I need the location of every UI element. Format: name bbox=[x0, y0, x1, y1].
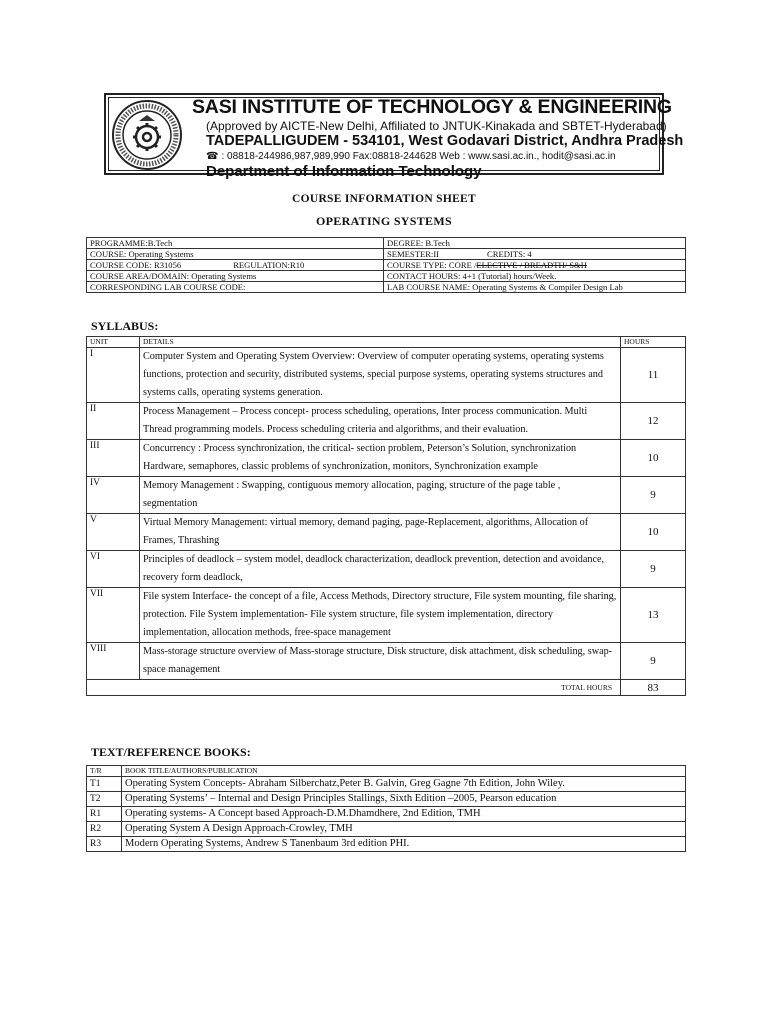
unit-hours: 9 bbox=[621, 551, 686, 588]
lab-name-cell: LAB COURSE NAME: Operating Systems & Compiler Design Lab bbox=[384, 282, 686, 293]
course-type-value: COURSE TYPE: CORE / bbox=[387, 260, 477, 270]
course-area-cell: COURSE AREA/DOMAIN: Operating Systems bbox=[87, 271, 384, 282]
institute-contact bbox=[206, 150, 658, 163]
unit-number: IV bbox=[87, 477, 140, 514]
semester-value: SEMESTER:II bbox=[387, 249, 440, 259]
semester-credits-cell bbox=[384, 249, 686, 260]
books-header-row bbox=[87, 766, 686, 777]
book-title: Operating Systems’ – Internal and Design Principles Stallings, Sixth Edition –2005, Pearson education bbox=[122, 792, 686, 807]
syllabus-row bbox=[87, 551, 686, 588]
institute-seal-logo bbox=[111, 99, 183, 171]
book-code: T2 bbox=[87, 792, 122, 807]
total-hours-row bbox=[87, 680, 686, 696]
letterhead-text bbox=[192, 95, 684, 180]
unit-hours: 10 bbox=[621, 440, 686, 477]
book-row bbox=[87, 792, 686, 807]
book-title: Operating systems- A Concept based Approach-D.M.Dhamdhere, 2nd Edition, TMH bbox=[122, 807, 686, 822]
book-title: Operating System A Design Approach-Crowley, TMH bbox=[122, 822, 686, 837]
book-row bbox=[87, 837, 686, 852]
phone-icon: ☎ bbox=[206, 151, 219, 162]
unit-hours: 11 bbox=[621, 348, 686, 403]
contact-hours-cell: CONTACT HOURS: 4+1 (Tutorial) hours/Week. bbox=[384, 271, 686, 282]
book-title: Modern Operating Systems, Andrew S Tanenbaum 3rd edition PHI. bbox=[122, 837, 686, 852]
books-table bbox=[86, 765, 686, 852]
unit-details: Computer System and Operating System Overview: Overview of computer operating systems, operating systems functions, protection and security, distributed systems, special purpose systems, operating systems structures and systems calls, operating systems generation. bbox=[140, 348, 621, 403]
unit-number: III bbox=[87, 440, 140, 477]
lab-code-cell: CORRESPONDING LAB COURSE CODE: bbox=[87, 282, 384, 293]
course-type-cell bbox=[384, 260, 686, 271]
credits-value: CREDITS: 4 bbox=[487, 249, 532, 259]
course-title: OPERATING SYSTEMS bbox=[316, 214, 452, 228]
details-header: DETAILS bbox=[140, 337, 621, 348]
regulation-value: REGULATION:R10 bbox=[233, 260, 305, 270]
book-code: T1 bbox=[87, 777, 122, 792]
unit-hours: 10 bbox=[621, 514, 686, 551]
info-row bbox=[87, 249, 686, 260]
course-code-cell bbox=[87, 260, 384, 271]
unit-details: Concurrency : Process synchronization, the critical- section problem, Peterson’s Solution, synchronization Hardware, semaphores, classic problems of synchronization, monitors, Synchronization example bbox=[140, 440, 621, 477]
contact-details: : 08818-244986,987,989,990 Fax:08818-244628 Web : www.sasi.ac.in., hodit@sasi.ac.in bbox=[221, 151, 616, 162]
book-code: R2 bbox=[87, 822, 122, 837]
institute-name: SASI INSTITUTE OF TECHNOLOGY & ENGINEERING bbox=[192, 96, 672, 118]
syllabus-row bbox=[87, 588, 686, 643]
syllabus-table bbox=[86, 336, 686, 696]
syllabus-row bbox=[87, 477, 686, 514]
book-row bbox=[87, 807, 686, 822]
syllabus-header-row bbox=[87, 337, 686, 348]
course-info-table bbox=[86, 237, 686, 293]
book-row bbox=[87, 822, 686, 837]
unit-details: Process Management – Process concept- process scheduling, operations, Inter process communication. Multi Thread programming models. Process scheduling criteria and algorithms, and their evaluation. bbox=[140, 403, 621, 440]
syllabus-row bbox=[87, 348, 686, 403]
sheet-title: COURSE INFORMATION SHEET bbox=[292, 193, 476, 205]
book-title: Operating System Concepts- Abraham Silberchatz,Peter B. Galvin, Greg Gagne 7th Edition, John Wiley. bbox=[122, 777, 686, 792]
book-row bbox=[87, 777, 686, 792]
unit-number: VIII bbox=[87, 643, 140, 680]
unit-number: I bbox=[87, 348, 140, 403]
course-code-value: COURSE CODE: R31056 bbox=[90, 260, 182, 270]
course-cell: COURSE: Operating Systems bbox=[87, 249, 384, 260]
info-row bbox=[87, 271, 686, 282]
info-row bbox=[87, 282, 686, 293]
unit-details: Mass-storage structure overview of Mass-storage structure, Disk structure, disk attachment, disk scheduling, swap-space management bbox=[140, 643, 621, 680]
unit-hours: 12 bbox=[621, 403, 686, 440]
unit-number: V bbox=[87, 514, 140, 551]
hours-header: HOURS bbox=[621, 337, 686, 348]
letterhead bbox=[104, 93, 684, 180]
unit-hours: 9 bbox=[621, 477, 686, 514]
syllabus-row bbox=[87, 643, 686, 680]
book-code: R1 bbox=[87, 807, 122, 822]
syllabus-row bbox=[87, 440, 686, 477]
book-title-header: BOOK TITLE/AUTHORS/PUBLICATION bbox=[122, 766, 686, 777]
unit-number: VII bbox=[87, 588, 140, 643]
programme-cell: PROGRAMME:B.Tech bbox=[87, 238, 384, 249]
unit-header: UNIT bbox=[87, 337, 140, 348]
unit-number: II bbox=[87, 403, 140, 440]
unit-details: Principles of deadlock – system model, deadlock characterization, deadlock prevention, detection and avoidance, recovery form deadlock, bbox=[140, 551, 621, 588]
total-hours-label: TOTAL HOURS bbox=[87, 680, 621, 696]
books-heading: TEXT/REFERENCE BOOKS: bbox=[91, 745, 251, 759]
syllabus-row bbox=[87, 514, 686, 551]
institute-address: TADEPALLIGUDEM - 534101, West Godavari District, Andhra Pradesh bbox=[206, 133, 684, 149]
unit-number: VI bbox=[87, 551, 140, 588]
info-row bbox=[87, 238, 686, 249]
unit-details: File system Interface- the concept of a file, Access Methods, Directory structure, File system mounting, file sharing, protection. File System implementation- File system structure, file system implementation, directory implementation, allocation methods, free-space management bbox=[140, 588, 621, 643]
syllabus-row bbox=[87, 403, 686, 440]
unit-hours: 9 bbox=[621, 643, 686, 680]
book-code: R3 bbox=[87, 837, 122, 852]
tr-header: T/R bbox=[87, 766, 122, 777]
unit-hours: 13 bbox=[621, 588, 686, 643]
department-name: Department of Information Technology bbox=[206, 163, 482, 180]
total-hours-value: 83 bbox=[621, 680, 686, 696]
syllabus-heading: SYLLABUS: bbox=[91, 319, 159, 333]
institute-approval: (Approved by AICTE-New Delhi, Affiliated to JNTUK-Kinakada and SBTET-Hyderabad) bbox=[206, 119, 667, 133]
info-row bbox=[87, 260, 686, 271]
course-type-struck-options: ELECTIVE / BREADTH/ S&H bbox=[476, 260, 587, 270]
unit-details: Memory Management : Swapping, contiguous memory allocation, paging, structure of the page table , segmentation bbox=[140, 477, 621, 514]
degree-cell: DEGREE: B.Tech bbox=[384, 238, 686, 249]
unit-details: Virtual Memory Management: virtual memory, demand paging, page-Replacement, algorithms, Allocation of Frames, Thrashing bbox=[140, 514, 621, 551]
